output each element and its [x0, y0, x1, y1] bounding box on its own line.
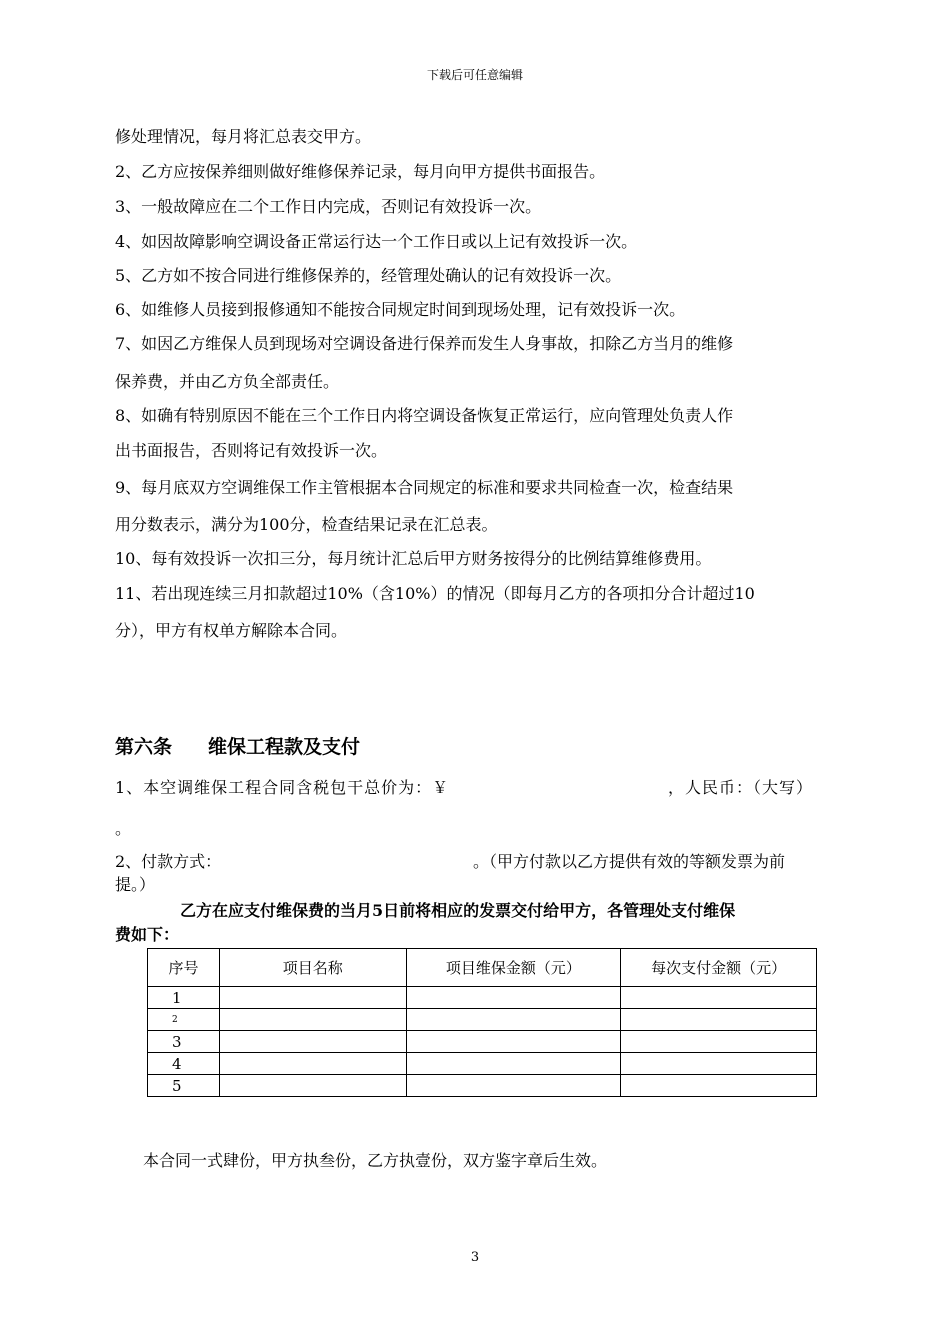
- clause-paragraph: 11、若出现连续三月扣款超过10%（含10%）的情况（即每月乙方的各项扣分合计超过10: [115, 584, 755, 603]
- page-number: 3: [470, 1250, 480, 1265]
- clause-paragraph: 3、一般故障应在二个工作日内完成，否则记有效投诉一次。: [115, 197, 542, 216]
- column-header-project-amount: 项目维保金额（元）: [406, 949, 621, 987]
- project-amount-cell: [406, 987, 621, 1009]
- table-row: [148, 1009, 817, 1031]
- clause-paragraph: 8、如确有特别原因不能在三个工作日内将空调设备恢复正常运行，应向管理处负责人作: [115, 406, 734, 425]
- table-row: [148, 1031, 817, 1053]
- payment-amount-cell: [621, 1031, 817, 1053]
- project-amount-cell: [406, 1075, 621, 1097]
- payment-amount-cell: [621, 1075, 817, 1097]
- table-row: [148, 1075, 817, 1097]
- section-heading: [115, 732, 360, 759]
- column-header-payment-amount: 每次支付金额（元）: [621, 949, 817, 987]
- clause-paragraph: 用分数表示，满分为100分，检查结果记录在汇总表。: [115, 515, 498, 534]
- payment-method-note: 。（甲方付款以乙方提供有效的等额发票为前: [473, 852, 786, 871]
- clause-paragraph: 4、如因故障影响空调设备正常运行达一个工作日或以上记有效投诉一次。: [115, 232, 638, 251]
- payment-amount-cell: [621, 1053, 817, 1075]
- section-number: 第六条: [115, 736, 173, 758]
- clause-paragraph: 出书面报告，否则将记有效投诉一次。: [115, 441, 388, 460]
- price-line-a: 1、本空调维保工程合同含税包干总价为：￥: [115, 778, 450, 797]
- project-name-cell: [219, 1009, 406, 1031]
- clause-paragraph: 9、每月底双方空调维保工作主管根据本合同规定的标准和要求共同检查一次，检查结果: [115, 478, 734, 497]
- payment-method-end: 提。）: [115, 875, 156, 894]
- price-line-end: 。: [115, 819, 132, 838]
- row-number: 1: [148, 987, 220, 1009]
- project-name-cell: [219, 1031, 406, 1053]
- clause-paragraph: 分），甲方有权单方解除本合同。: [115, 621, 348, 640]
- table-row: [148, 987, 817, 1009]
- section-title: 维保工程款及支付: [208, 736, 361, 758]
- column-header-index: 序号: [148, 949, 220, 987]
- row-number: 3: [148, 1031, 220, 1053]
- row-number: 4: [148, 1053, 220, 1075]
- payment-table: [147, 948, 817, 1097]
- closing-statement: 本合同一式肆份，甲方执叁份，乙方执壹份，双方鉴字章后生效。: [143, 1151, 608, 1170]
- clause-paragraph: 修处理情况，每月将汇总表交甲方。: [115, 127, 372, 146]
- payment-amount-cell: [621, 987, 817, 1009]
- payment-amount-cell: [621, 1009, 817, 1031]
- clause-paragraph: 7、如因乙方维保人员到现场对空调设备进行保养而发生人身事故，扣除乙方当月的维修: [115, 334, 734, 353]
- clause-paragraph: 5、乙方如不按合同进行维修保养的，经管理处确认的记有效投诉一次。: [115, 266, 622, 285]
- page-header: 下载后可任意编辑: [426, 68, 523, 82]
- invoice-note-line2: 费如下：: [115, 925, 180, 944]
- project-amount-cell: [406, 1031, 621, 1053]
- row-number: 2: [148, 1009, 220, 1031]
- table-header-row: [148, 949, 817, 987]
- project-name-cell: [219, 987, 406, 1009]
- column-header-project-name: 项目名称: [219, 949, 406, 987]
- table-row: [148, 1053, 817, 1075]
- invoice-note-line1: 乙方在应支付维保费的当月5日前将相应的发票交付给甲方，各管理处支付维保: [180, 901, 736, 920]
- project-name-cell: [219, 1075, 406, 1097]
- clause-paragraph: 保养费，并由乙方负全部责任。: [115, 372, 340, 391]
- payment-method-label: 2、付款方式：: [115, 852, 222, 871]
- project-name-cell: [219, 1053, 406, 1075]
- clause-paragraph: 2、乙方应按保养细则做好维修保养记录，每月向甲方提供书面报告。: [115, 162, 606, 181]
- row-number: 5: [148, 1075, 220, 1097]
- project-amount-cell: [406, 1009, 621, 1031]
- clause-paragraph: 6、如维修人员接到报修通知不能按合同规定时间到现场处理，记有效投诉一次。: [115, 300, 686, 319]
- project-amount-cell: [406, 1053, 621, 1075]
- price-line-b: ，人民币：（大写）: [668, 778, 814, 797]
- clause-paragraph: 10、每有效投诉一次扣三分，每月统计汇总后甲方财务按得分的比例结算维修费用。: [115, 549, 712, 568]
